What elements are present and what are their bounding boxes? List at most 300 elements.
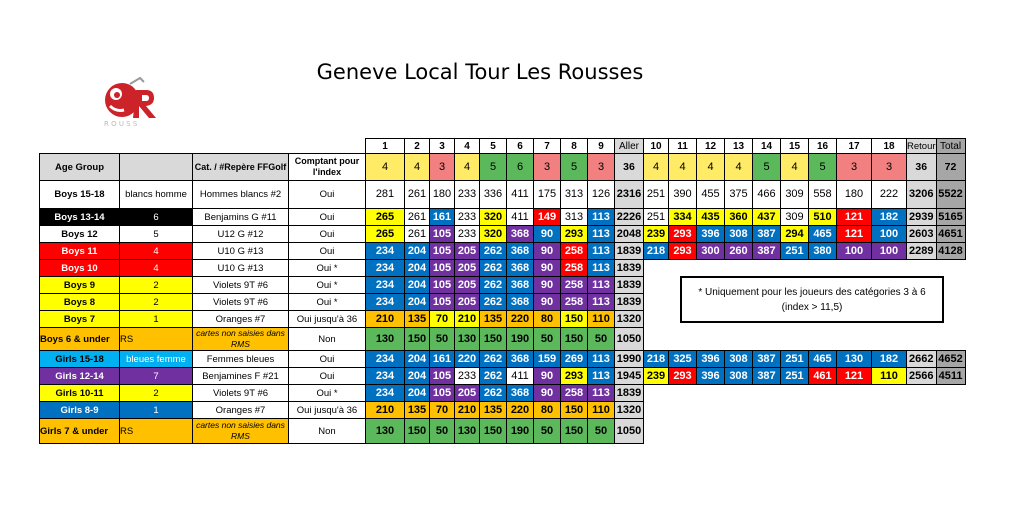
hole-distance: 70 — [430, 311, 455, 328]
par-value: 4 — [405, 154, 430, 181]
table-row — [40, 328, 966, 351]
hole-distance: 336 — [480, 181, 507, 209]
empty-cell — [644, 311, 669, 328]
hole-distance: 205 — [455, 260, 480, 277]
age-group-cell: Boys 15-18 — [40, 181, 120, 209]
grand-total: 5165 — [936, 209, 965, 226]
table-row — [40, 351, 966, 368]
aller-total: 2048 — [615, 226, 644, 243]
age-group-cell: Boys 11 — [40, 243, 120, 260]
hole-distance: 466 — [753, 181, 781, 209]
hole-distance: 130 — [366, 328, 405, 351]
hole-distance: 105 — [430, 260, 455, 277]
tee-cell: 2 — [120, 294, 193, 311]
aller-total: 2226 — [615, 209, 644, 226]
age-group-cell: Boys 6 & under — [40, 328, 120, 351]
hole-distance: 90 — [534, 243, 561, 260]
empty-cell — [644, 328, 669, 351]
hole-distance: 334 — [669, 209, 697, 226]
tee-cell: 7 — [120, 368, 193, 385]
comptant-cell: Oui — [289, 243, 366, 260]
hole-distance: 113 — [588, 226, 615, 243]
hole-distance: 50 — [430, 328, 455, 351]
hole-number: 4 — [455, 139, 480, 154]
hole-distance: 205 — [455, 294, 480, 311]
hole-number: 15 — [781, 139, 809, 154]
hole-distance: 180 — [837, 181, 872, 209]
par-value: 5 — [809, 154, 837, 181]
hole-distance: 180 — [430, 181, 455, 209]
cat-cell: Hommes blancs #2 — [193, 181, 289, 209]
tee-cell: 6 — [120, 209, 193, 226]
hole-distance: 261 — [405, 209, 430, 226]
hole-distance: 375 — [725, 181, 753, 209]
cat-cell: Benjamins G #11 — [193, 209, 289, 226]
hole-distance: 135 — [405, 402, 430, 419]
hole-number: 18 — [872, 139, 907, 154]
comptant-cell: Non — [289, 328, 366, 351]
hole-distance: 261 — [405, 181, 430, 209]
note-line-1: * Uniquement pour les joueurs des catégories 3 à 6 — [698, 286, 926, 298]
hole-distance: 150 — [405, 419, 430, 444]
hole-distance: 150 — [561, 419, 588, 444]
hole-distance: 190 — [507, 328, 534, 351]
hole-distance: 293 — [669, 226, 697, 243]
total-header: Total — [936, 139, 965, 154]
hole-number: 8 — [561, 139, 588, 154]
empty-cell — [697, 328, 725, 351]
hole-distance: 161 — [430, 351, 455, 368]
empty-cell — [907, 260, 937, 277]
hole-distance: 113 — [588, 368, 615, 385]
empty-cell — [936, 260, 965, 277]
cat-cell: Oranges #7 — [193, 311, 289, 328]
par-total: 72 — [936, 154, 965, 181]
par-value: 4 — [455, 154, 480, 181]
hole-distance: 234 — [366, 243, 405, 260]
cat-cell: Violets 9T #6 — [193, 294, 289, 311]
empty-cell — [872, 419, 907, 444]
cat-header: Cat. / #Repère FFGolf — [193, 154, 289, 181]
empty-cell — [781, 385, 809, 402]
empty-cell — [697, 260, 725, 277]
hole-distance: 309 — [781, 209, 809, 226]
hole-distance: 411 — [507, 368, 534, 385]
hole-distance: 262 — [480, 294, 507, 311]
age-group-cell: Boys 9 — [40, 277, 120, 294]
aller-total: 1990 — [615, 351, 644, 368]
empty-cell — [753, 260, 781, 277]
empty-cell — [907, 385, 937, 402]
hole-distance: 510 — [809, 209, 837, 226]
hole-distance: 251 — [781, 351, 809, 368]
empty-cell — [907, 328, 937, 351]
par-value: 4 — [697, 154, 725, 181]
aller-header: Aller — [615, 139, 644, 154]
table-row — [40, 419, 966, 444]
empty-cell — [837, 402, 872, 419]
empty-cell — [872, 260, 907, 277]
hole-distance: 300 — [697, 243, 725, 260]
hole-number: 5 — [480, 139, 507, 154]
hole-distance: 234 — [366, 385, 405, 402]
hole-distance: 113 — [588, 277, 615, 294]
hole-distance: 262 — [480, 385, 507, 402]
hole-distance: 205 — [455, 385, 480, 402]
empty-cell — [669, 402, 697, 419]
hole-distance: 309 — [781, 181, 809, 209]
hole-distance: 258 — [561, 294, 588, 311]
age-group-cell: Boys 12 — [40, 226, 120, 243]
cat-cell: Benjamines F #21 — [193, 368, 289, 385]
empty-cell — [872, 328, 907, 351]
hole-distance: 308 — [725, 226, 753, 243]
empty-cell — [837, 328, 872, 351]
hole-distance: 113 — [588, 260, 615, 277]
hole-distance: 50 — [588, 328, 615, 351]
hole-distance: 113 — [588, 209, 615, 226]
hole-number: 2 — [405, 139, 430, 154]
hole-distance: 293 — [561, 226, 588, 243]
hole-number: 13 — [725, 139, 753, 154]
hole-number: 10 — [644, 139, 669, 154]
empty-cell — [809, 419, 837, 444]
table-row — [40, 181, 966, 209]
empty-cell — [669, 260, 697, 277]
hole-distance: 105 — [430, 294, 455, 311]
par-value: 3 — [588, 154, 615, 181]
note-line-2: (index > 11,5) — [781, 301, 843, 313]
age-group-cell: Girls 8-9 — [40, 402, 120, 419]
hole-distance: 396 — [697, 226, 725, 243]
hole-distance: 210 — [366, 311, 405, 328]
grand-total: 4511 — [936, 368, 965, 385]
par-value: 5 — [753, 154, 781, 181]
hole-distance: 90 — [534, 385, 561, 402]
age-group-cell: Girls 12-14 — [40, 368, 120, 385]
hole-distance: 368 — [507, 226, 534, 243]
par-value: 4 — [644, 154, 669, 181]
table-row — [40, 385, 966, 402]
hole-distance: 387 — [753, 351, 781, 368]
aller-total: 1839 — [615, 385, 644, 402]
hole-distance: 233 — [455, 209, 480, 226]
hole-distance: 190 — [507, 419, 534, 444]
par-value: 4 — [366, 154, 405, 181]
hole-distance: 308 — [725, 351, 753, 368]
empty-cell — [936, 385, 965, 402]
hole-distance: 260 — [725, 243, 753, 260]
comptant-cell: Oui * — [289, 294, 366, 311]
hole-distance: 90 — [534, 260, 561, 277]
hole-distance: 50 — [430, 419, 455, 444]
comptant-cell: Oui * — [289, 385, 366, 402]
hole-distance: 233 — [455, 368, 480, 385]
empty-cell — [697, 419, 725, 444]
hole-distance: 325 — [669, 351, 697, 368]
age-group-cell: Boys 10 — [40, 260, 120, 277]
hole-distance: 80 — [534, 311, 561, 328]
hole-distance: 233 — [455, 226, 480, 243]
hole-distance: 234 — [366, 277, 405, 294]
par-value: 4 — [669, 154, 697, 181]
hole-distance: 251 — [644, 181, 669, 209]
comptant-cell: Oui — [289, 351, 366, 368]
rousses-logo — [92, 76, 162, 134]
hole-distance: 320 — [480, 209, 507, 226]
hole-distance: 113 — [588, 294, 615, 311]
hole-distance: 210 — [455, 402, 480, 419]
par-back-total: 36 — [907, 154, 937, 181]
hole-distance: 368 — [507, 277, 534, 294]
hole-distance: 294 — [781, 226, 809, 243]
age-group-cell: Boys 13-14 — [40, 209, 120, 226]
hole-distance: 150 — [561, 328, 588, 351]
hole-distance: 234 — [366, 351, 405, 368]
hole-distance: 293 — [669, 243, 697, 260]
hole-distance: 100 — [872, 226, 907, 243]
comptant-cell: Oui * — [289, 260, 366, 277]
hole-distance: 105 — [430, 226, 455, 243]
empty-cell — [40, 139, 120, 154]
hole-distance: 265 — [366, 209, 405, 226]
tee-cell: 2 — [120, 385, 193, 402]
aller-total: 1320 — [615, 311, 644, 328]
grand-total: 4652 — [936, 351, 965, 368]
cat-cell: Femmes bleues — [193, 351, 289, 368]
empty-cell — [907, 419, 937, 444]
hole-distance: 50 — [534, 328, 561, 351]
tee-cell: bleues femme — [120, 351, 193, 368]
hole-distance: 204 — [405, 277, 430, 294]
age-group-header: Age Group — [40, 154, 120, 181]
tee-cell: 2 — [120, 277, 193, 294]
hole-distance: 210 — [455, 311, 480, 328]
empty-cell — [669, 419, 697, 444]
hole-number: 16 — [809, 139, 837, 154]
hole-distance: 100 — [872, 243, 907, 260]
par-row — [40, 154, 966, 181]
par-value: 4 — [725, 154, 753, 181]
hole-distance: 182 — [872, 351, 907, 368]
hole-distance: 130 — [837, 351, 872, 368]
hole-distance: 262 — [480, 260, 507, 277]
hole-distance: 135 — [480, 402, 507, 419]
hole-distance: 437 — [753, 209, 781, 226]
comptant-cell: Oui — [289, 226, 366, 243]
empty-cell — [809, 385, 837, 402]
hole-distance: 126 — [588, 181, 615, 209]
empty-cell — [753, 419, 781, 444]
hole-distance: 150 — [480, 328, 507, 351]
aller-total: 1839 — [615, 294, 644, 311]
empty-cell — [936, 402, 965, 419]
hole-distance: 368 — [507, 243, 534, 260]
age-group-cell: Girls 10-11 — [40, 385, 120, 402]
hole-distance: 210 — [366, 402, 405, 419]
hole-distance: 161 — [430, 209, 455, 226]
par-value: 3 — [872, 154, 907, 181]
hole-distance: 269 — [561, 351, 588, 368]
age-group-cell: Boys 7 — [40, 311, 120, 328]
table-row — [40, 402, 966, 419]
table-row — [40, 226, 966, 243]
hole-distance: 380 — [809, 243, 837, 260]
empty-cell — [644, 260, 669, 277]
empty-cell — [644, 419, 669, 444]
cat-cell: Violets 9T #6 — [193, 277, 289, 294]
hole-distance: 204 — [405, 294, 430, 311]
page-title: Geneve Local Tour Les Rousses — [316, 60, 644, 84]
hole-distance: 90 — [534, 277, 561, 294]
hole-distance: 130 — [455, 419, 480, 444]
tee-cell: RS — [120, 419, 193, 444]
hole-distance: 149 — [534, 209, 561, 226]
hole-number: 6 — [507, 139, 534, 154]
tee-cell: 4 — [120, 243, 193, 260]
hole-distance: 150 — [480, 419, 507, 444]
empty-cell — [725, 328, 753, 351]
hole-distance: 130 — [455, 328, 480, 351]
hole-distance: 293 — [669, 368, 697, 385]
hole-distance: 159 — [534, 351, 561, 368]
cat-cell: Violets 9T #6 — [193, 385, 289, 402]
hole-distance: 234 — [366, 260, 405, 277]
empty-cell — [809, 402, 837, 419]
tee-cell: 4 — [120, 260, 193, 277]
empty-cell — [781, 402, 809, 419]
comptant-cell: Non — [289, 419, 366, 444]
hole-distance: 465 — [809, 226, 837, 243]
hole-distance: 90 — [534, 226, 561, 243]
empty-cell — [907, 402, 937, 419]
hole-distance: 50 — [588, 419, 615, 444]
empty-cell — [725, 385, 753, 402]
empty-cell — [697, 385, 725, 402]
hole-distance: 234 — [366, 294, 405, 311]
hole-distance: 150 — [405, 328, 430, 351]
hole-distance: 262 — [480, 243, 507, 260]
hole-distance: 110 — [872, 368, 907, 385]
par-value: 3 — [534, 154, 561, 181]
hole-distance: 204 — [405, 243, 430, 260]
aller-total: 1839 — [615, 260, 644, 277]
hole-distance: 234 — [366, 368, 405, 385]
hole-distance: 113 — [588, 351, 615, 368]
empty-cell — [809, 328, 837, 351]
aller-total: 1320 — [615, 402, 644, 419]
hole-distance: 265 — [366, 226, 405, 243]
grand-total: 5522 — [936, 181, 965, 209]
retour-total: 3206 — [907, 181, 937, 209]
empty-cell — [753, 402, 781, 419]
hole-distance: 258 — [561, 243, 588, 260]
cat-cell: cartes non saisies dans RMS — [193, 419, 289, 444]
hole-distance: 182 — [872, 209, 907, 226]
hole-distance: 387 — [753, 243, 781, 260]
hole-distance: 313 — [561, 181, 588, 209]
empty-cell — [837, 419, 872, 444]
hole-distance: 396 — [697, 351, 725, 368]
tee-cell: RS — [120, 328, 193, 351]
hole-distance: 121 — [837, 226, 872, 243]
aller-total: 1839 — [615, 277, 644, 294]
empty-cell — [669, 385, 697, 402]
hole-distance: 387 — [753, 368, 781, 385]
hole-distance: 135 — [480, 311, 507, 328]
comptant-cell: Oui jusqu'à 36 — [289, 311, 366, 328]
aller-total: 2316 — [615, 181, 644, 209]
hole-distance: 293 — [561, 368, 588, 385]
hole-distance: 70 — [430, 402, 455, 419]
hole-distance: 558 — [809, 181, 837, 209]
empty-cell — [753, 328, 781, 351]
hole-distance: 105 — [430, 385, 455, 402]
par-value: 5 — [561, 154, 588, 181]
empty-cell — [872, 402, 907, 419]
retour-total: 2939 — [907, 209, 937, 226]
hole-distance: 220 — [507, 402, 534, 419]
hole-distance: 218 — [644, 351, 669, 368]
grand-total: 4651 — [936, 226, 965, 243]
empty-cell — [725, 260, 753, 277]
hole-distance: 222 — [872, 181, 907, 209]
hole-distance: 251 — [781, 368, 809, 385]
hole-distance: 204 — [405, 351, 430, 368]
hole-distance: 251 — [781, 243, 809, 260]
hole-distance: 368 — [507, 385, 534, 402]
tee-cell: blancs homme — [120, 181, 193, 209]
hole-distance: 100 — [837, 243, 872, 260]
hole-number: 14 — [753, 139, 781, 154]
hole-number: 11 — [669, 139, 697, 154]
hole-distance: 368 — [507, 351, 534, 368]
empty-cell — [669, 328, 697, 351]
hole-distance: 80 — [534, 402, 561, 419]
hole-distance: 121 — [837, 368, 872, 385]
empty-cell — [837, 385, 872, 402]
empty-cell — [725, 419, 753, 444]
hole-distance: 90 — [534, 368, 561, 385]
retour-header: Retour — [907, 140, 936, 152]
hole-distance: 411 — [507, 181, 534, 209]
empty-cell — [872, 385, 907, 402]
comptant-cell: Oui * — [289, 277, 366, 294]
hole-distance: 435 — [697, 209, 725, 226]
hole-distance: 281 — [366, 181, 405, 209]
empty-cell — [644, 385, 669, 402]
cat-cell: U12 G #12 — [193, 226, 289, 243]
hole-distance: 258 — [561, 385, 588, 402]
aller-total: 1050 — [615, 328, 644, 351]
par-front-total: 36 — [615, 154, 644, 181]
hole-distance: 461 — [809, 368, 837, 385]
empty-cell — [193, 139, 289, 154]
hole-distance: 465 — [809, 351, 837, 368]
rousses-r-logo-icon — [92, 76, 162, 134]
cat-cell: U10 G #13 — [193, 260, 289, 277]
hole-distance: 105 — [430, 277, 455, 294]
empty-cell — [753, 385, 781, 402]
hole-distance: 390 — [669, 181, 697, 209]
hole-distance: 239 — [644, 226, 669, 243]
hole-distance: 455 — [697, 181, 725, 209]
empty-cell — [725, 402, 753, 419]
comptant-cell: Oui — [289, 368, 366, 385]
empty-cell — [120, 139, 193, 154]
cat-cell: cartes non saisies dans RMS — [193, 328, 289, 351]
table-row — [40, 243, 966, 260]
